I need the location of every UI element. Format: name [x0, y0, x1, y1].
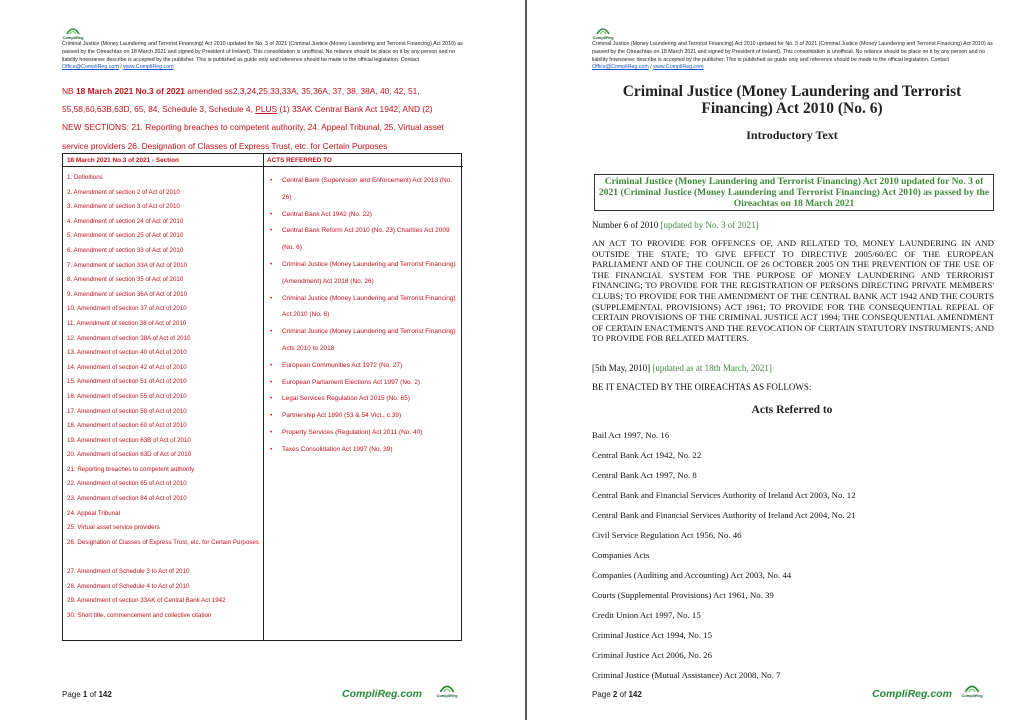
act-list-item — [267, 425, 459, 442]
nb-act-reference: 18 March 2021 No.3 of 2021 — [75, 86, 185, 96]
section-list-item: 13. Amendment of section 40 of Act of 2010 — [67, 349, 187, 357]
sections-column — [67, 156, 259, 623]
section-list-item: 30. Short title, commencement and collective citation — [67, 611, 212, 619]
acts-referred-list — [267, 173, 459, 459]
act-list-item — [267, 358, 459, 375]
page-number-prefix: Page — [62, 690, 83, 699]
long-title: AN ACT TO PROVIDE FOR OFFENCES OF, AND RELATED TO, MONEY LAUNDERING IN AND OUTSIDE THE STATE; TO GIVE EFFECT TO DIRECTIVE 2005/60/EC OF THE EUROPEAN PARLIAMENT AND OF THE COUNCIL OF 26 OCTOBER 2005 ON THE PREVENTION OF THE USE OF THE FINANCIAL SYSTEM FOR THE PURPOSE OF MONEY LAUNDERING AND TERRORIST FINANCING; TO PROVIDE FOR THE REGISTRATION OF PERSONS DIRECTING PRIVATE MEMBERS' CLUBS; TO PROVIDE FOR THE AMENDMENT OF THE CENTRAL BANK ACT 1942 AND THE COURTS (SUPPLEMENTAL PROVISIONS) ACT 1961; TO PROVIDE FOR THE CONSEQUENTIAL REPEAL OF CERTAIN PROVISIONS OF THE CRIMINAL JUSTICE ACT 1994; THE CONSEQUENTIAL AMENDMENT OF CERTAIN ENACTMENTS AND THE REVOCATION OF CERTAIN STATUTORY INSTRUMENTS; AND TO PROVIDE FOR RELATED MATTERS. — [592, 238, 994, 344]
section-list-item: 6. Amendment of section 33 of Act of 2010 — [67, 246, 184, 254]
section-list-item: 22. Amendment of section 65 of Act of 2010 — [67, 480, 187, 488]
section-list-item: 21. Reporting breaches to competent authority — [67, 465, 195, 473]
act-list-item — [267, 324, 459, 358]
sections-column-header: 18 March 2021 No.3 of 2021 - Section — [63, 156, 263, 167]
update-notice-box: Criminal Justice (Money Laundering and Terrorist Financing) Act 2010 updated for No. 3 of 2021 (Criminal Justice (Money Laundering and Terrorist Financing) Act 2010) as passed by the Oireachtas on 18 March 2021 — [594, 174, 994, 211]
footer-logo-icon — [439, 683, 455, 693]
act-list-item — [267, 442, 459, 459]
footer-logo-wordmark: CompliReg — [961, 693, 983, 698]
bullet-icon: • — [270, 294, 273, 302]
section-list-item: 10. Amendment of section 37 of Act of 2010 — [67, 305, 187, 313]
footer-logo-icon — [964, 683, 980, 693]
act-number — [592, 220, 994, 230]
act-list-item — [267, 257, 459, 291]
page-divider — [525, 0, 527, 720]
page-number-prefix: Page — [592, 690, 613, 699]
section-list-item: 24. Appeal Tribunal — [67, 509, 120, 517]
act-referred-item: Central Bank and Financial Services Authority of Ireland Act 2004, No. 21 — [592, 510, 856, 520]
act-list-item-text: Legal Services Regulation Act 2015 (No. 65) — [282, 395, 410, 403]
logo-wordmark: CompliReg — [592, 35, 614, 40]
act-referred-item: Central Bank Act 1997, No. 8 — [592, 470, 697, 480]
section-list-item: 28. Amendment of Schedule 4 to Act of 2010 — [67, 582, 190, 590]
page-number-of: of — [617, 690, 629, 699]
section-list-item: 12. Amendment of section 38A of Act of 2010 — [67, 334, 191, 342]
document-page-2 — [530, 0, 1036, 720]
header-disclaimer — [62, 41, 464, 72]
section-list-item: 3. Amendment of section 3 of Act of 2010 — [67, 203, 180, 211]
act-number-text: Number 6 of 2010 — [592, 220, 661, 230]
act-title: Criminal Justice (Money Laundering and Terrorist Financing) Act 2010 (No. 6) — [622, 83, 962, 117]
bullet-icon: • — [270, 378, 273, 386]
page-number — [62, 690, 112, 699]
section-list-item: 1. Definitions — [67, 174, 103, 181]
act-list-item-text: Central Bank (Supervision and Enforcement) Act 2013 (No. 26) — [282, 177, 453, 201]
introductory-text-heading: Introductory Text — [746, 128, 838, 142]
complireg-logo — [592, 26, 614, 40]
act-list-item-text: Property Services (Regulation) Act 2011 (No. 40) — [282, 428, 423, 436]
act-list-item-text: Partnership Act 1890 (53 & 54 Vict., c.39) — [282, 412, 402, 420]
acts-referred-to-list — [592, 429, 994, 689]
page-number-of: of — [87, 690, 99, 699]
header-disclaimer-text: Criminal Justice (Money Laundering and Terrorist Financing) Act 2010 updated for No. 3 of 2021 (Criminal Justice (Money Laundering and Terrorist Financing) Act 2010) as passed by the Oireachtas on 18 March 2021 and signed by President of Ireland). This consolidation is unofficial. No reliance should be place on it by any person and no liability howsoever describe is accepted by the publisher. This is published as guide only and reference should be made to the official legislation. Contact — [592, 41, 993, 63]
footer-brand: CompliReg.com — [342, 688, 422, 700]
section-list-item: 26. Designation of Classes of Express Trust, etc. for Certain Purposes — [67, 538, 259, 546]
complireg-logo-icon — [596, 26, 610, 35]
page-number-current: 1 — [82, 690, 88, 699]
email-link[interactable]: Office@CompliReg.com — [592, 64, 649, 71]
section-list-item: 11. Amendment of section 38 of Act of 2010 — [67, 319, 187, 327]
page-number — [592, 690, 642, 699]
enactment-date — [592, 363, 994, 373]
bullet-icon: • — [270, 412, 273, 420]
act-referred-item: Central Bank Act 1942, No. 22 — [592, 450, 702, 460]
bullet-icon: • — [270, 361, 273, 369]
footer-logo-wordmark: CompliReg — [436, 693, 458, 698]
act-number-update: [updated by No. 3 of 2021] — [660, 220, 759, 230]
email-link[interactable]: Office@CompliReg.com — [62, 64, 119, 71]
section-list-item: 2. Amendment of section 2 of Act of 2010 — [67, 188, 180, 196]
bullet-icon: • — [270, 428, 273, 436]
act-list-item — [267, 391, 459, 408]
complireg-logo — [62, 26, 84, 40]
nb-prefix: NB — [62, 86, 76, 96]
page-number-total: 142 — [628, 690, 642, 699]
section-list-item: 29. Amendment of section 33AK of Central Bank Act 1942 — [67, 597, 226, 605]
header-disclaimer — [592, 41, 994, 72]
act-referred-item: Criminal Justice Act 2006, No. 26 — [592, 650, 712, 660]
bullet-icon: • — [270, 227, 273, 235]
page-number-current: 2 — [612, 690, 618, 699]
act-referred-item: Central Bank and Financial Services Authority of Ireland Act 2003, No. 12 — [592, 490, 856, 500]
section-list-item: 23. Amendment of section 84 of Act of 2010 — [67, 495, 187, 503]
section-list-item: 8. Amendment of section 35 of Act of 2010 — [67, 276, 184, 284]
bullet-icon: • — [270, 210, 273, 218]
bullet-icon: • — [270, 445, 273, 453]
bullet-icon: • — [270, 395, 273, 403]
enactment-date-text: [5th May, 2010] — [592, 363, 651, 373]
section-list-item: 16. Amendment of section 55 of Act of 2010 — [67, 392, 187, 400]
act-list-item — [267, 291, 459, 325]
nb-central-bank: (1) 33AK Central Bank Act 1942; AND (2) — [277, 104, 433, 115]
new-sections-note: NEW SECTIONS: 21. Reporting breaches to competent authority, 24. Appeal Tribunal, 25. Virtual asset service providers 26. Designation of Classes of Express Trust, etc. for Certain Purposes — [62, 122, 444, 151]
logo-wordmark: CompliReg — [62, 35, 84, 40]
page-number-total: 142 — [98, 690, 112, 699]
footer-brand: CompliReg.com — [872, 688, 952, 700]
act-referred-item: Companies (Auditing and Accounting) Act 2003, No. 44 — [592, 570, 792, 580]
sections-table — [62, 153, 462, 641]
act-list-item-text: Criminal Justice (Money Laundering and Terrorist Financing) Acts 2010 to 2018 — [282, 328, 456, 352]
amendment-note — [62, 82, 464, 155]
bullet-icon: • — [270, 260, 273, 268]
act-list-item — [267, 408, 459, 425]
header-link-separator: / — [648, 64, 654, 71]
section-list-item: 17. Amendment of section 58 of Act of 2010 — [67, 407, 187, 415]
acts-column — [267, 156, 459, 459]
enacting-formula: BE IT ENACTED BY THE OIREACHTAS AS FOLLOWS: — [592, 382, 812, 392]
act-referred-item: Credit Union Act 1997, No. 15 — [592, 610, 701, 620]
act-list-item-text: Central Bank Reform Act 2010 (No. 23) Charities Act 2009 (No. 6) — [282, 227, 450, 252]
website-link[interactable]: www.CompliReg.com — [653, 64, 704, 71]
act-referred-item: Civil Service Regulation Act 1956, No. 46 — [592, 530, 742, 540]
enactment-date-update: [updated as at 18th March, 2021] — [652, 363, 772, 373]
act-list-item-text: Taxes Consolidation Act 1997 (No. 39) — [282, 445, 393, 453]
nb-amended-sections: amended ss2,3,24,25,33,33A, 35,36A, 37, 38, 38A, 40, 42, 51, 55,58,60,63B,63D, 65, 84, Schedule 3, Schedule 4, — [62, 86, 420, 115]
act-list-item-text: Central Bank Act 1942 (No. 22) — [282, 210, 372, 218]
section-list-item: 18. Amendment of section 60 of Act of 2010 — [67, 422, 187, 430]
act-referred-item: Bail Act 1997, No. 16 — [592, 430, 670, 440]
act-referred-item: Criminal Justice (Mutual Assistance) Act 2008, No. 7 — [592, 670, 781, 680]
complireg-logo-icon — [66, 26, 80, 35]
website-link[interactable]: www.CompliReg.com — [123, 64, 174, 71]
sections-list — [67, 171, 259, 623]
section-list-item: 19. Amendment of section 63B of Act of 2010 — [67, 436, 191, 444]
act-referred-item: Courts (Supplemental Provisions) Act 1961, No. 39 — [592, 590, 774, 600]
act-list-item-text: Criminal Justice (Money Laundering and Terrorist Financing) (Amendment) Act 2018 (No. 26) — [282, 260, 456, 285]
acts-referred-heading: Acts Referred to — [751, 404, 833, 416]
acts-column-header: ACTS REFERRED TO — [263, 156, 463, 167]
header-link-separator: / — [118, 64, 124, 71]
section-list-item: 27. Amendment of Schedule 3 to Act of 2010 — [67, 568, 190, 576]
table-divider — [263, 154, 264, 640]
act-referred-item: Criminal Justice Act 1994, No. 15 — [592, 630, 712, 640]
act-list-item-text: European Parliament Elections Act 1997 (No. 2) — [282, 378, 421, 386]
section-list-item: 7. Amendment of section 33A of Act of 2010 — [67, 261, 188, 269]
act-referred-item: Companies Acts — [592, 550, 650, 560]
section-list-item: 5. Amendment of section 25 of Act of 2010 — [67, 232, 184, 240]
section-list-item: 9. Amendment of section 36A of Act of 2010 — [67, 290, 188, 298]
section-list-item: 15. Amendment of section 51 of Act of 2010 — [67, 378, 187, 386]
header-disclaimer-text: Criminal Justice (Money Laundering and Terrorist Financing) Act 2010 updated for No. 3 of 2021 (Criminal Justice (Money Laundering and Terrorist Financing) Act 2010) as passed by the Oireachtas on 18 March 2021 and signed by President of Ireland). This consolidation is unofficial. No reliance should be place on it by any person and no liability howsoever describe is accepted by the publisher. This is published as guide only and reference should be made to the official legislation. Contact — [62, 41, 463, 63]
bullet-icon: • — [270, 328, 273, 336]
section-list-item: 4. Amendment of section 24 of Act of 2010 — [67, 217, 184, 225]
act-list-item — [267, 173, 459, 207]
bullet-icon: • — [270, 177, 273, 184]
act-list-item-text: European Communities Act 1972 (No. 27) — [282, 361, 403, 369]
footer-logo — [961, 683, 983, 698]
section-list-item: 14. Amendment of section 42 of Act of 2010 — [67, 363, 187, 371]
section-list-item: 20. Amendment of section 63D of Act of 2010 — [67, 451, 192, 459]
act-list-item — [267, 223, 459, 257]
footer-logo — [436, 683, 458, 698]
act-list-item — [267, 207, 459, 224]
act-list-item — [267, 375, 459, 392]
section-list-item: 25. Virtual asset service providers — [67, 524, 160, 532]
nb-plus: PLUS — [255, 104, 278, 115]
act-list-item-text: Criminal Justice (Money Laundering and Terrorist Financing) Act 2010 (No. 6) — [282, 294, 456, 319]
